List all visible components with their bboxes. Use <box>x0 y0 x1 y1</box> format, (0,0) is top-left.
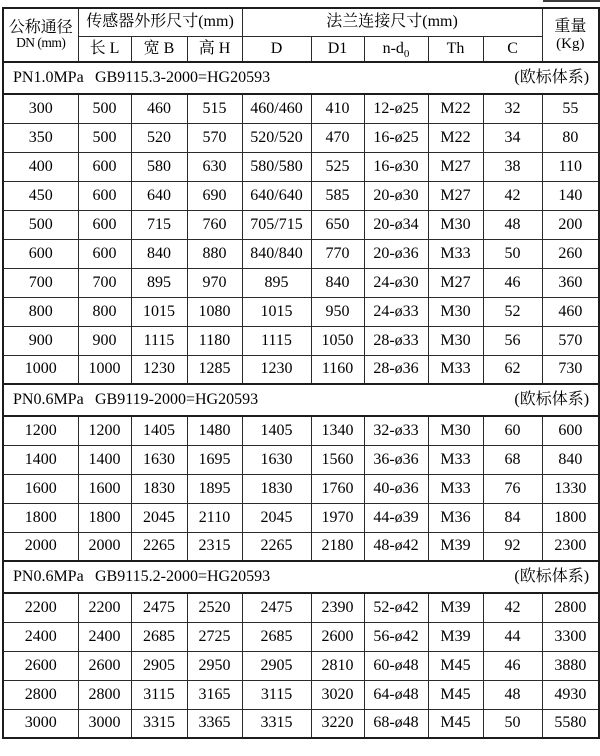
cell-length-l: 900 <box>78 326 131 355</box>
cell-height-h: 570 <box>187 123 242 152</box>
column-header-th: Th <box>428 36 483 62</box>
section-header-row <box>3 384 599 416</box>
cell-n-d0: 68-ø48 <box>364 709 428 738</box>
section-header-cell <box>3 384 599 416</box>
cell-weight: 460 <box>542 297 599 326</box>
table-row <box>3 416 599 445</box>
cell-weight: 600 <box>542 416 599 445</box>
cell-length-l: 500 <box>78 94 131 123</box>
cell-n-d0: 12-ø25 <box>364 94 428 123</box>
cell-n-d0: 20-ø36 <box>364 239 428 268</box>
cell-th: M45 <box>428 651 483 680</box>
cell-width-b: 3315 <box>131 709 187 738</box>
section-header-cell <box>3 561 599 593</box>
cell-d: 1015 <box>242 297 311 326</box>
cell-weight: 1800 <box>542 503 599 532</box>
standard-system-note: (欧标体系) <box>514 69 590 87</box>
cell-dn: 400 <box>3 152 78 181</box>
cell-th: M45 <box>428 680 483 709</box>
cell-d: 1115 <box>242 326 311 355</box>
cell-dn: 700 <box>3 268 78 297</box>
cell-width-b: 520 <box>131 123 187 152</box>
cell-weight: 3880 <box>542 651 599 680</box>
cell-d: 3315 <box>242 709 311 738</box>
cell-dn: 1600 <box>3 474 78 503</box>
cell-height-h: 690 <box>187 181 242 210</box>
cell-weight: 2800 <box>542 593 599 622</box>
table-body <box>3 62 599 738</box>
cell-c: 56 <box>483 326 542 355</box>
cell-width-b: 2905 <box>131 651 187 680</box>
cell-th: M30 <box>428 297 483 326</box>
cell-dn: 1000 <box>3 355 78 384</box>
cell-d: 460/460 <box>242 94 311 123</box>
cell-weight: 110 <box>542 152 599 181</box>
cell-d1: 3020 <box>311 680 364 709</box>
cell-n-d0: 40-ø36 <box>364 474 428 503</box>
cell-height-h: 970 <box>187 268 242 297</box>
cell-th: M33 <box>428 474 483 503</box>
cell-d: 520/520 <box>242 123 311 152</box>
cell-length-l: 600 <box>78 210 131 239</box>
cell-weight: 5580 <box>542 709 599 738</box>
cell-d1: 1160 <box>311 355 364 384</box>
cell-d: 2685 <box>242 622 311 651</box>
table-row <box>3 210 599 239</box>
cell-n-d0: 36-ø36 <box>364 445 428 474</box>
cell-th: M45 <box>428 709 483 738</box>
cell-width-b: 715 <box>131 210 187 239</box>
cell-d1: 410 <box>311 94 364 123</box>
cell-height-h: 515 <box>187 94 242 123</box>
section-header-content <box>4 568 598 586</box>
cell-th: M27 <box>428 152 483 181</box>
cell-n-d0: 60-ø48 <box>364 651 428 680</box>
section-header-row <box>3 561 599 593</box>
table-row <box>3 709 599 738</box>
standard-code-label: GB9115.3-2000=HG20593 <box>95 69 271 87</box>
flange-dimension-table <box>2 7 600 739</box>
cell-th: M27 <box>428 181 483 210</box>
cell-n-d0: 20-ø34 <box>364 210 428 239</box>
cell-c: 52 <box>483 297 542 326</box>
cell-d1: 770 <box>311 239 364 268</box>
cell-height-h: 760 <box>187 210 242 239</box>
cell-d: 3115 <box>242 680 311 709</box>
cell-d: 1830 <box>242 474 311 503</box>
cell-c: 46 <box>483 268 542 297</box>
cell-height-h: 880 <box>187 239 242 268</box>
cell-weight: 140 <box>542 181 599 210</box>
header-row-groups <box>3 8 599 36</box>
column-header-dn <box>3 8 78 62</box>
cell-length-l: 2800 <box>78 680 131 709</box>
cell-d: 2265 <box>242 532 311 561</box>
cell-height-h: 1080 <box>187 297 242 326</box>
cell-d: 1405 <box>242 416 311 445</box>
table-row <box>3 622 599 651</box>
cell-weight: 55 <box>542 94 599 123</box>
cell-th: M33 <box>428 445 483 474</box>
cell-th: M30 <box>428 326 483 355</box>
cell-height-h: 2950 <box>187 651 242 680</box>
cell-width-b: 1115 <box>131 326 187 355</box>
cell-dn: 2000 <box>3 532 78 561</box>
cell-length-l: 700 <box>78 268 131 297</box>
cell-d1: 2390 <box>311 593 364 622</box>
cell-width-b: 895 <box>131 268 187 297</box>
pressure-rating-label: PN0.6MPa <box>13 391 84 409</box>
cell-length-l: 1800 <box>78 503 131 532</box>
cell-width-b: 2685 <box>131 622 187 651</box>
cell-weight: 80 <box>542 123 599 152</box>
cell-dn: 2400 <box>3 622 78 651</box>
cell-d1: 3220 <box>311 709 364 738</box>
cell-c: 84 <box>483 503 542 532</box>
cell-th: M30 <box>428 416 483 445</box>
table-row <box>3 94 599 123</box>
table-row <box>3 123 599 152</box>
cell-dn: 800 <box>3 297 78 326</box>
table-row <box>3 239 599 268</box>
cell-height-h: 2725 <box>187 622 242 651</box>
pressure-rating-label: PN1.0MPa <box>13 69 84 87</box>
cell-height-h: 1895 <box>187 474 242 503</box>
cell-dn: 300 <box>3 94 78 123</box>
cell-width-b: 460 <box>131 94 187 123</box>
cell-d1: 1970 <box>311 503 364 532</box>
cell-weight: 570 <box>542 326 599 355</box>
cell-c: 50 <box>483 239 542 268</box>
cell-th: M22 <box>428 94 483 123</box>
weight-label-line1: 重量 <box>554 17 587 35</box>
cell-width-b: 2265 <box>131 532 187 561</box>
column-header-length-l: 长 L <box>78 36 131 62</box>
cell-n-d0: 24-ø30 <box>364 268 428 297</box>
cell-d: 640/640 <box>242 181 311 210</box>
standard-system-note: (欧标体系) <box>514 391 590 409</box>
cell-height-h: 2520 <box>187 593 242 622</box>
table-row <box>3 532 599 561</box>
cell-n-d0: 64-ø48 <box>364 680 428 709</box>
cell-height-h: 3165 <box>187 680 242 709</box>
cell-d1: 950 <box>311 297 364 326</box>
cell-th: M27 <box>428 268 483 297</box>
column-header-height-h: 高 H <box>187 36 242 62</box>
dn-label-line2: DN (mm) <box>16 35 66 51</box>
cell-width-b: 580 <box>131 152 187 181</box>
cell-height-h: 1285 <box>187 355 242 384</box>
cell-c: 68 <box>483 445 542 474</box>
cell-c: 50 <box>483 709 542 738</box>
section-header-row <box>3 62 599 94</box>
table-row <box>3 593 599 622</box>
cell-dn: 2800 <box>3 680 78 709</box>
cell-height-h: 1480 <box>187 416 242 445</box>
cell-width-b: 2045 <box>131 503 187 532</box>
standard-code-label: GB9119-2000=HG20593 <box>95 391 259 409</box>
cell-width-b: 1230 <box>131 355 187 384</box>
table-row <box>3 651 599 680</box>
standard-system-note: (欧标体系) <box>514 568 590 586</box>
cell-c: 42 <box>483 181 542 210</box>
table-row <box>3 680 599 709</box>
cell-d1: 1340 <box>311 416 364 445</box>
cell-dn: 1200 <box>3 416 78 445</box>
cell-dn: 1800 <box>3 503 78 532</box>
cell-weight: 3300 <box>542 622 599 651</box>
cell-d1: 2180 <box>311 532 364 561</box>
cell-height-h: 2110 <box>187 503 242 532</box>
section-header-cell <box>3 62 599 94</box>
cell-length-l: 600 <box>78 239 131 268</box>
cell-c: 92 <box>483 532 542 561</box>
cell-height-h: 2315 <box>187 532 242 561</box>
table-header <box>3 8 599 62</box>
cell-c: 32 <box>483 94 542 123</box>
cell-weight: 200 <box>542 210 599 239</box>
cell-d: 2475 <box>242 593 311 622</box>
cell-length-l: 1000 <box>78 355 131 384</box>
table-row <box>3 445 599 474</box>
cell-width-b: 1405 <box>131 416 187 445</box>
standard-code-label: GB9115.2-2000=HG20593 <box>95 568 271 586</box>
cell-d1: 2600 <box>311 622 364 651</box>
group-header-flange-dimensions: 法兰连接尺寸(mm) <box>242 8 542 36</box>
cell-width-b: 840 <box>131 239 187 268</box>
cell-height-h: 1180 <box>187 326 242 355</box>
cell-d1: 470 <box>311 123 364 152</box>
cell-length-l: 1600 <box>78 474 131 503</box>
cell-n-d0: 24-ø33 <box>364 297 428 326</box>
cell-dn: 2200 <box>3 593 78 622</box>
table-row <box>3 326 599 355</box>
cell-th: M39 <box>428 622 483 651</box>
section-header-content <box>4 391 598 409</box>
table-row <box>3 152 599 181</box>
column-header-d: D <box>242 36 311 62</box>
cell-dn: 600 <box>3 239 78 268</box>
dn-label-line1: 公称通径 <box>8 18 73 36</box>
cell-length-l: 500 <box>78 123 131 152</box>
table-row <box>3 474 599 503</box>
cell-length-l: 1400 <box>78 445 131 474</box>
cell-d: 580/580 <box>242 152 311 181</box>
cell-n-d0: 28-ø36 <box>364 355 428 384</box>
cell-width-b: 3115 <box>131 680 187 709</box>
cell-d: 1630 <box>242 445 311 474</box>
cell-width-b: 1630 <box>131 445 187 474</box>
cell-c: 62 <box>483 355 542 384</box>
cell-weight: 4930 <box>542 680 599 709</box>
column-header-width-b: 宽 B <box>131 36 187 62</box>
table-row <box>3 355 599 384</box>
cell-d: 840/840 <box>242 239 311 268</box>
cell-n-d0: 28-ø33 <box>364 326 428 355</box>
cell-weight: 1330 <box>542 474 599 503</box>
cell-c: 46 <box>483 651 542 680</box>
cell-th: M39 <box>428 593 483 622</box>
cell-c: 34 <box>483 123 542 152</box>
cell-width-b: 1830 <box>131 474 187 503</box>
cell-height-h: 3365 <box>187 709 242 738</box>
cell-d1: 650 <box>311 210 364 239</box>
column-header-d1: D1 <box>311 36 364 62</box>
cell-height-h: 1695 <box>187 445 242 474</box>
cell-d1: 525 <box>311 152 364 181</box>
pressure-rating-label: PN0.6MPa <box>13 568 84 586</box>
cell-width-b: 2475 <box>131 593 187 622</box>
cell-c: 48 <box>483 680 542 709</box>
column-header-c: C <box>483 36 542 62</box>
table-row <box>3 503 599 532</box>
cell-d1: 1760 <box>311 474 364 503</box>
cell-length-l: 2600 <box>78 651 131 680</box>
cell-weight: 730 <box>542 355 599 384</box>
cell-d: 2905 <box>242 651 311 680</box>
cell-width-b: 640 <box>131 181 187 210</box>
cell-n-d0: 20-ø30 <box>364 181 428 210</box>
cell-dn: 500 <box>3 210 78 239</box>
table-row <box>3 181 599 210</box>
cell-n-d0: 16-ø25 <box>364 123 428 152</box>
cell-n-d0: 16-ø30 <box>364 152 428 181</box>
cell-n-d0: 44-ø39 <box>364 503 428 532</box>
cell-c: 42 <box>483 593 542 622</box>
cell-c: 44 <box>483 622 542 651</box>
cropped-top-edge-line <box>543 0 600 2</box>
cell-dn: 450 <box>3 181 78 210</box>
group-header-sensor-dimensions: 传感器外形尺寸(mm) <box>78 8 242 36</box>
cell-c: 76 <box>483 474 542 503</box>
cell-n-d0: 32-ø33 <box>364 416 428 445</box>
table-row <box>3 268 599 297</box>
cell-dn: 3000 <box>3 709 78 738</box>
weight-label-line2: (Kg) <box>556 35 585 52</box>
cell-c: 48 <box>483 210 542 239</box>
cell-d: 2045 <box>242 503 311 532</box>
cell-length-l: 600 <box>78 181 131 210</box>
cell-length-l: 1200 <box>78 416 131 445</box>
cell-dn: 2600 <box>3 651 78 680</box>
cell-d1: 2810 <box>311 651 364 680</box>
cell-d1: 840 <box>311 268 364 297</box>
cell-d: 1230 <box>242 355 311 384</box>
cell-height-h: 630 <box>187 152 242 181</box>
cell-dn: 350 <box>3 123 78 152</box>
cell-c: 38 <box>483 152 542 181</box>
cell-d1: 1560 <box>311 445 364 474</box>
cell-n-d0: 48-ø42 <box>364 532 428 561</box>
cell-d: 895 <box>242 268 311 297</box>
cell-dn: 1400 <box>3 445 78 474</box>
column-header-n-d0 <box>364 36 428 62</box>
cell-th: M33 <box>428 239 483 268</box>
cell-d: 705/715 <box>242 210 311 239</box>
column-header-weight <box>542 8 599 62</box>
cell-d1: 1050 <box>311 326 364 355</box>
cell-weight: 840 <box>542 445 599 474</box>
cell-th: M22 <box>428 123 483 152</box>
cell-length-l: 800 <box>78 297 131 326</box>
cell-th: M33 <box>428 355 483 384</box>
cell-c: 60 <box>483 416 542 445</box>
n-d-label: n-d <box>382 39 404 57</box>
n-d-subscript: 0 <box>403 48 410 61</box>
cell-weight: 360 <box>542 268 599 297</box>
cell-length-l: 2200 <box>78 593 131 622</box>
table-row <box>3 297 599 326</box>
cell-weight: 2300 <box>542 532 599 561</box>
cell-length-l: 3000 <box>78 709 131 738</box>
cell-length-l: 2000 <box>78 532 131 561</box>
cell-th: M30 <box>428 210 483 239</box>
cell-length-l: 2400 <box>78 622 131 651</box>
cell-weight: 260 <box>542 239 599 268</box>
cell-d1: 585 <box>311 181 364 210</box>
cell-th: M36 <box>428 503 483 532</box>
cell-n-d0: 56-ø42 <box>364 622 428 651</box>
cell-width-b: 1015 <box>131 297 187 326</box>
cell-length-l: 600 <box>78 152 131 181</box>
cell-th: M39 <box>428 532 483 561</box>
cell-dn: 900 <box>3 326 78 355</box>
section-header-content <box>4 69 598 87</box>
header-row-columns <box>3 36 599 62</box>
cell-n-d0: 52-ø42 <box>364 593 428 622</box>
